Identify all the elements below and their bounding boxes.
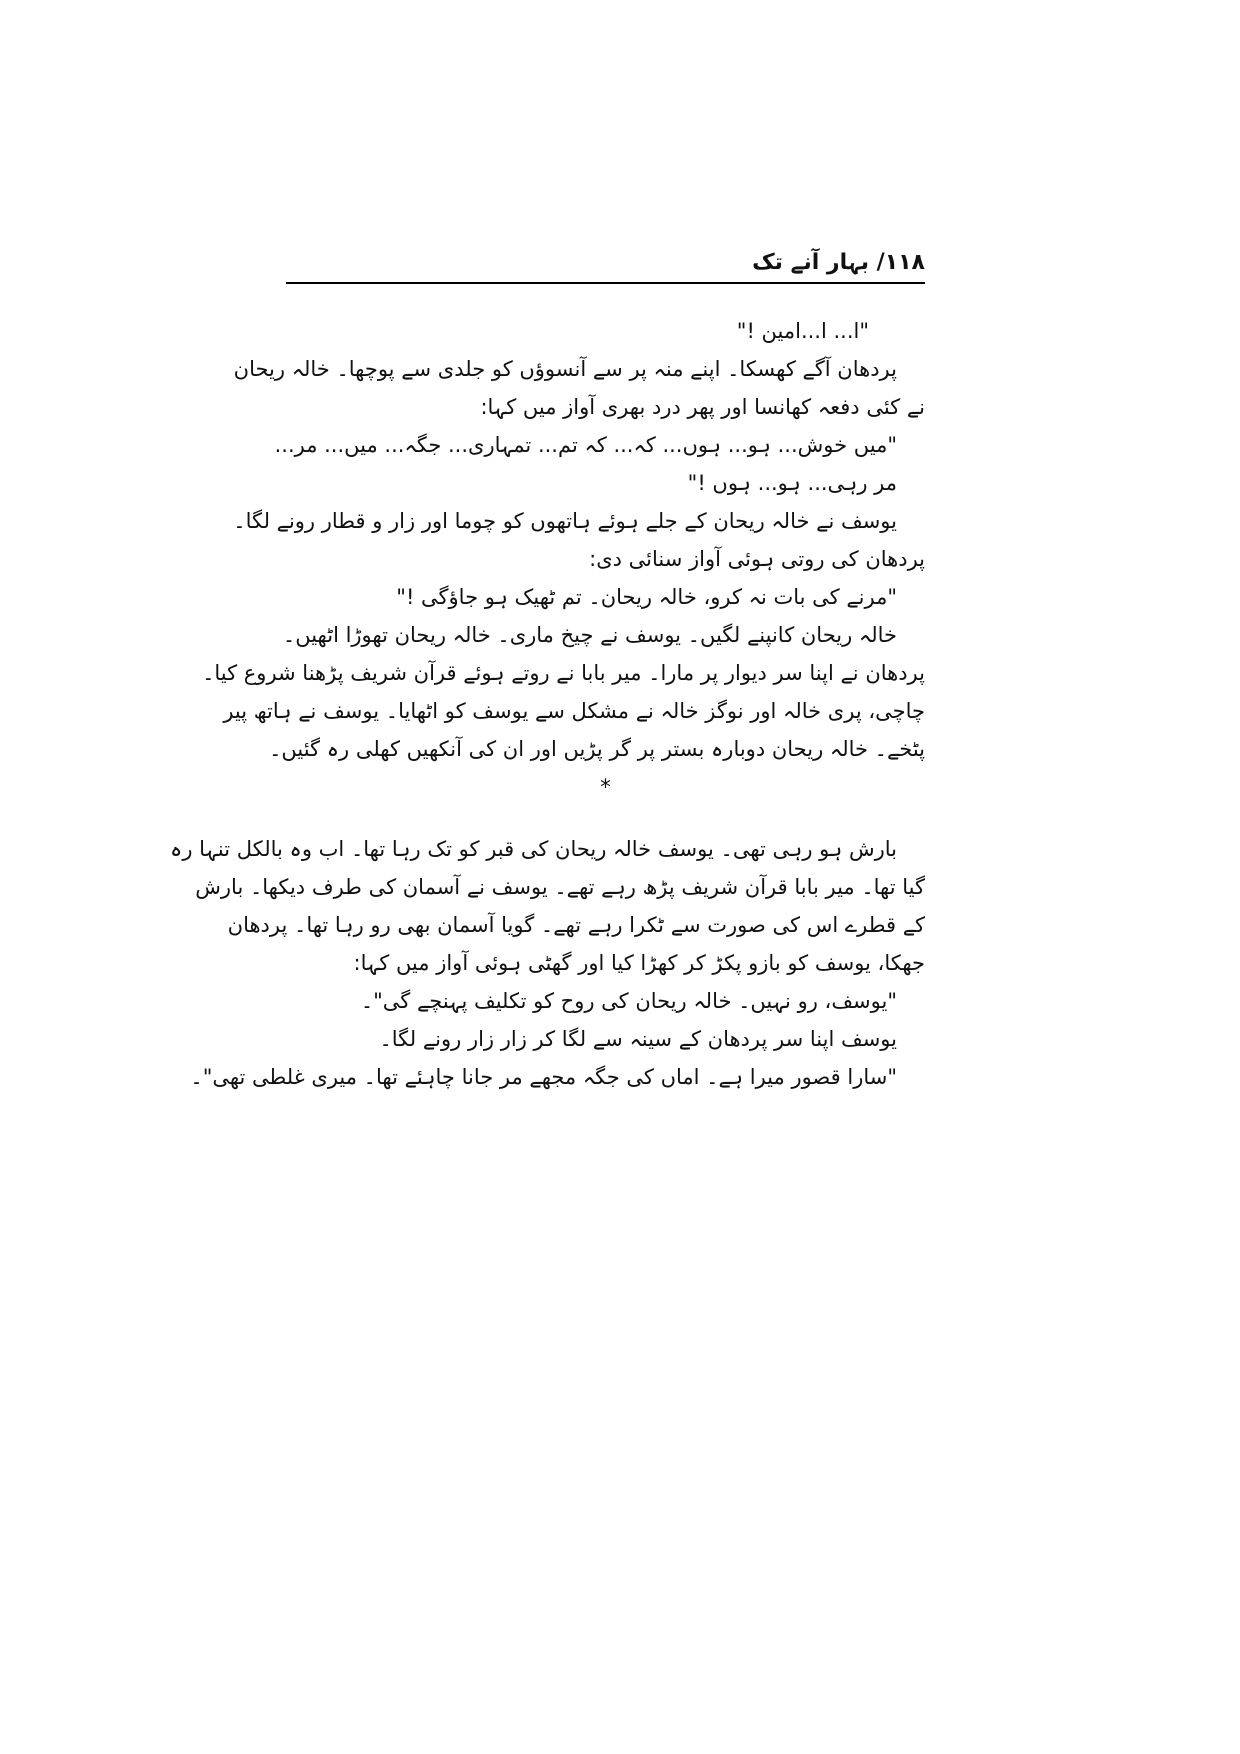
dialogue-line: مر رہی... ہو... ہوں !" [687, 471, 897, 495]
paragraph-line: گیا تھا۔ میر بابا قرآن شریف پڑھ رہے تھے۔ یوسف نے آسمان کی طرف دیکھا۔ بارش [195, 875, 925, 899]
paragraph-line: پردھان آگے کھسکا۔ اپنے منہ پر سے آنسوؤں کو جلدی سے پوچھا۔ خالہ ریحان [233, 357, 897, 381]
paragraph-line: نے کئی دفعہ کھانسا اور پھر درد بھری آواز میں کہا: [480, 395, 925, 419]
dialogue-line: "یوسف، رو نہیں۔ خالہ ریحان کی روح کو تکلیف پہنچے گی"۔ [360, 989, 897, 1013]
paragraph-line: یوسف نے خالہ ریحان کے جلے ہوئے ہاتھوں کو چوما اور زار و قطار رونے لگا۔ [233, 509, 897, 533]
dialogue-line: "سارا قصور میرا ہے۔ اماں کی جگہ مجھے مر جانا چاہئے تھا۔ میری غلطی تھی"۔ [190, 1065, 897, 1089]
paragraph-line: پردھان کی روتی ہوئی آواز سنائی دی: [589, 547, 925, 571]
running-header [286, 250, 925, 280]
paragraph-line: پٹخے۔ خالہ ریحان دوبارہ بستر پر گر پڑیں اور ان کی آنکھیں کھلی رہ گئیں۔ [269, 737, 925, 761]
dialogue-line: "ا... ا...امین !" [736, 319, 869, 343]
paragraph-line: یوسف اپنا سر پردھان کے سینہ سے لگا کر زار زار رونے لگا۔ [379, 1027, 897, 1051]
section-break-asterisk: * [600, 775, 611, 799]
dialogue-line: "میں خوش... ہو... ہوں... کہ... کہ تم... تمہاری... جگہ... میں... مر... [274, 433, 897, 457]
paragraph-line: کے قطرے اس کی صورت سے ٹکرا رہے تھے۔ گویا آسمان بھی رو رہا تھا۔ پردھان [227, 913, 925, 937]
dialogue-line: "مرنے کی بات نہ کرو، خالہ ریحان۔ تم ٹھیک ہو جاؤگی !" [396, 585, 897, 609]
paragraph-line: جھکا، یوسف کو بازو پکڑ کر کھڑا کیا اور گھٹی ہوئی آواز میں کہا: [353, 951, 925, 975]
paragraph-line: چاچی، پری خالہ اور نوگز خالہ نے مشکل سے یوسف کو اٹھایا۔ یوسف نے ہاتھ پیر [223, 699, 925, 723]
running-title: ۱۱۸/ بہار آنے تک [752, 250, 925, 275]
paragraph-line: بارش ہو رہی تھی۔ یوسف خالہ ریحان کی قبر کو تک رہا تھا۔ اب وہ بالکل تنہا رہ [170, 837, 897, 861]
section-gap [286, 806, 925, 830]
page-body [170, 312, 925, 1096]
paragraph-line: پردھان نے اپنا سر دیوار پر مارا۔ میر بابا نے روتے ہوئے قرآن شریف پڑھنا شروع کیا۔ [202, 661, 925, 685]
header-rule [286, 282, 925, 284]
paragraph-line: خالہ ریحان کانپنے لگیں۔ یوسف نے چیخ ماری۔ خالہ ریحان تھوڑا اٹھیں۔ [282, 623, 897, 647]
